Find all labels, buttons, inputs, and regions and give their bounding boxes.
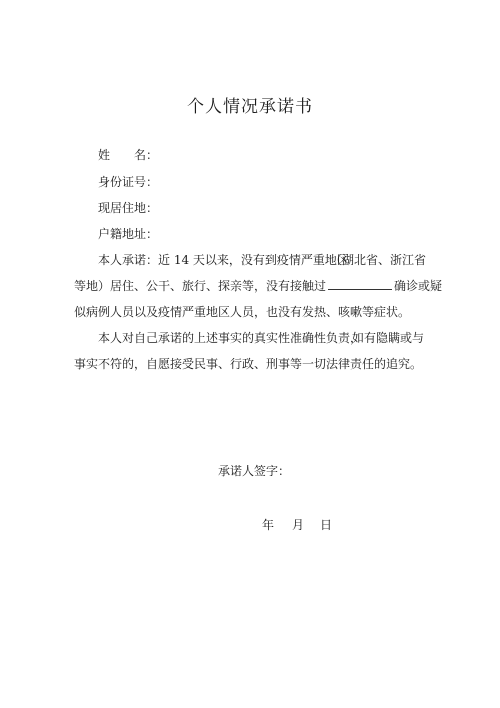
name-field-label: 姓 名：: [98, 148, 159, 162]
date-day-label: 日: [320, 518, 333, 532]
promise-line-2: [74, 279, 442, 293]
responsibility-line-2: 事实不符的，自愿接受民事、行政、刑事等一切法律责任的追究。: [74, 357, 423, 371]
promise-line-1: [98, 253, 349, 267]
document-title: 个人情况承诺书: [187, 97, 313, 117]
promise-line-1-region: （湖北省、浙江省: [330, 253, 427, 267]
promise-line-1-text: 本人承诺：近 14 天以来，没有到疫情严重地区: [98, 253, 349, 267]
current-address-field-label: 现居住地：: [98, 201, 159, 215]
date-year-label: 年: [262, 518, 275, 532]
responsibility-line-1: 本人对自己承诺的上述事实的真实性准确性负责，: [98, 331, 363, 345]
date-month-label: 月: [292, 518, 305, 532]
contact-blank-line: [328, 279, 392, 290]
id-number-field-label: 身份证号：: [98, 175, 159, 189]
promise-line-2-tail: 确诊或疑: [394, 279, 443, 293]
promise-line-3: 似病例人员以及疫情严重地区人员，也没有发热、咳嗽等症状。: [74, 305, 411, 319]
responsibility-line-1-tail: 如有隐瞒或与: [352, 331, 425, 345]
household-address-field-label: 户籍地址：: [98, 227, 159, 241]
promise-line-2-text: 等地）居住、公干、旅行、探亲等，没有接触过: [74, 279, 327, 293]
signature-label: 承诺人签字：: [218, 464, 291, 478]
